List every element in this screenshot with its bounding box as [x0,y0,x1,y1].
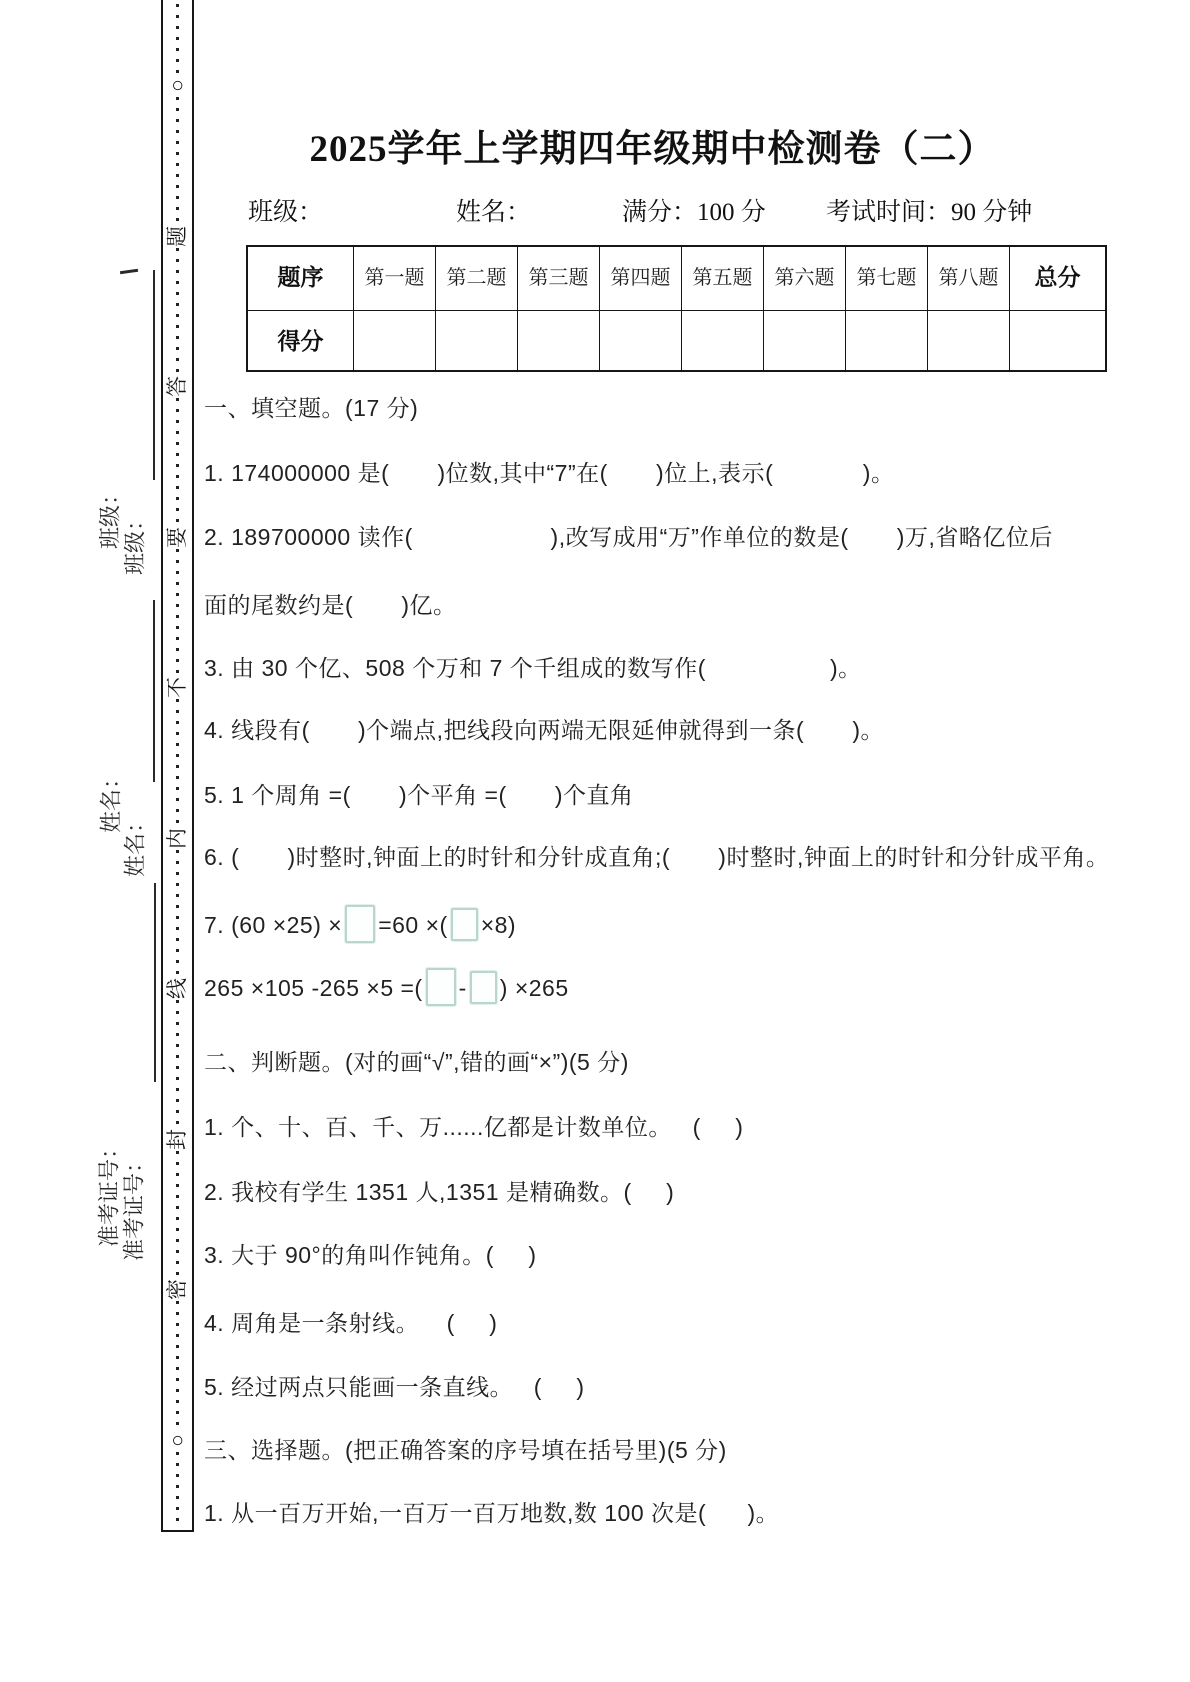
score-table-header-cell: 第七题 [846,247,928,311]
margin-label-exam-no-ghost: 准考证号： [121,1150,147,1262]
q7-text: ) ×265 [499,975,569,1002]
seal-circle: ○ [165,79,189,92]
info-duration: 考试时间：90 分钟 [826,199,1033,226]
question-2-line2: 面的尾数约是( )亿。 [204,592,457,618]
seal-dots [176,850,179,978]
score-table-header-cell: 第四题 [600,247,682,311]
question-5: 5. 1 个周角 =( )个平角 =( )个直角 [204,782,634,808]
q7-text: =60 ×( [378,912,448,939]
margin-label-name: 姓名： [98,766,124,834]
answer-box [345,905,375,943]
score-table-header-cell: 总分 [1010,247,1105,311]
score-cell [436,311,518,370]
section-3-title: 三、选择题。(把正确答案的序号填在括号里)(5 分) [204,1437,727,1463]
seal-dots [176,549,179,677]
seal-dots [176,4,179,74]
judge-1: 1. 个、十、百、千、万......亿都是计数单位。 ( ) [204,1114,744,1140]
score-cell [846,311,928,370]
score-cell [764,311,846,370]
info-class-label: 班级： [248,199,324,226]
q7-text: 265 ×105 -265 ×5 =( [204,975,423,1002]
seal-line-strip [161,0,194,1532]
seal-char: 内 [165,827,189,849]
seal-dots [176,699,179,827]
question-7-line2 [204,968,569,1012]
seal-dots [176,1000,179,1128]
seal-dots [176,248,179,376]
seal-char: 线 [165,978,189,1000]
question-6: 6. ( )时整时,钟面上的时针和分针成直角;( )时整时,钟面上的时针和分针成平角。 [204,844,1110,870]
section-2-title: 二、判断题。(对的画“√”,错的画“×”)(5 分) [204,1049,629,1075]
seal-dots [176,398,179,526]
blank-underline [153,600,155,782]
question-2-line1: 2. 189700000 读作( ),改写成用“万”作单位的数是( )万,省略亿位后 [204,524,1053,550]
seal-char: 答 [165,376,189,398]
margin-label-class: 班级： [97,482,123,550]
section-1-title: 一、填空题。(17 分) [204,395,419,421]
info-name-label: 姓名： [456,199,532,226]
score-table-header-cell: 第八题 [928,247,1010,311]
exam-title: 2025学年上学期四年级期中检测卷（二） [309,129,996,170]
question-4: 4. 线段有( )个端点,把线段向两端无限延伸就得到一条( )。 [204,717,885,743]
score-table-header-cell: 第六题 [764,247,846,311]
q7-text: ×8) [480,912,517,939]
info-full-score: 满分：100 分 [622,199,766,226]
blank-underline [154,883,156,1082]
question-1: 1. 174000000 是( )位数,其中“7”在( )位上,表示( )。 [204,460,895,486]
score-cell [682,311,764,370]
judge-3: 3. 大于 90°的角叫作钝角。( ) [204,1242,537,1268]
seal-char: 要 [165,526,189,548]
answer-box [451,908,478,941]
q7-text: - [458,975,467,1002]
score-cell [600,311,682,370]
margin-label-class-ghost: 班级： [122,508,148,576]
seal-dots [176,1301,179,1429]
margin-label-exam-no: 准考证号： [96,1136,122,1248]
judge-4: 4. 周角是一条射线。 ( ) [204,1310,498,1336]
seal-circle: ○ [165,1434,189,1447]
seal-char: 密 [165,1279,189,1301]
score-cell [518,311,600,370]
judge-2: 2. 我校有学生 1351 人,1351 是精确数。( ) [204,1179,675,1205]
judge-5: 5. 经过两点只能画一条直线。 ( ) [204,1374,585,1400]
score-cell [1010,311,1105,370]
stray-mark [120,269,138,274]
score-table-header-cell: 题序 [248,247,354,311]
choice-1: 1. 从一百万开始,一百万一百万地数,数 100 次是( )。 [204,1500,780,1526]
score-table-header-cell: 第五题 [682,247,764,311]
score-cell [354,311,436,370]
seal-char: 题 [165,225,189,247]
seal-char: 封 [165,1128,189,1150]
score-table-header-cell: 第二题 [436,247,518,311]
seal-dots [176,1151,179,1279]
seal-dots [176,1452,179,1522]
score-cell [928,311,1010,370]
question-7-line1 [204,905,516,949]
score-table-header-cell: 第一题 [354,247,436,311]
q7-text: 7. (60 ×25) × [204,912,343,939]
margin-label-name-ghost: 姓名： [122,810,148,878]
seal-dots [176,97,179,225]
answer-box [470,971,497,1004]
answer-box [426,968,456,1006]
score-table-header-cell: 第三题 [518,247,600,311]
question-3: 3. 由 30 个亿、508 个万和 7 个千组成的数写作( )。 [204,655,862,681]
seal-char: 不 [165,677,189,699]
score-table-row-label: 得分 [248,311,354,370]
blank-underline [153,270,155,480]
score-table [246,245,1107,372]
